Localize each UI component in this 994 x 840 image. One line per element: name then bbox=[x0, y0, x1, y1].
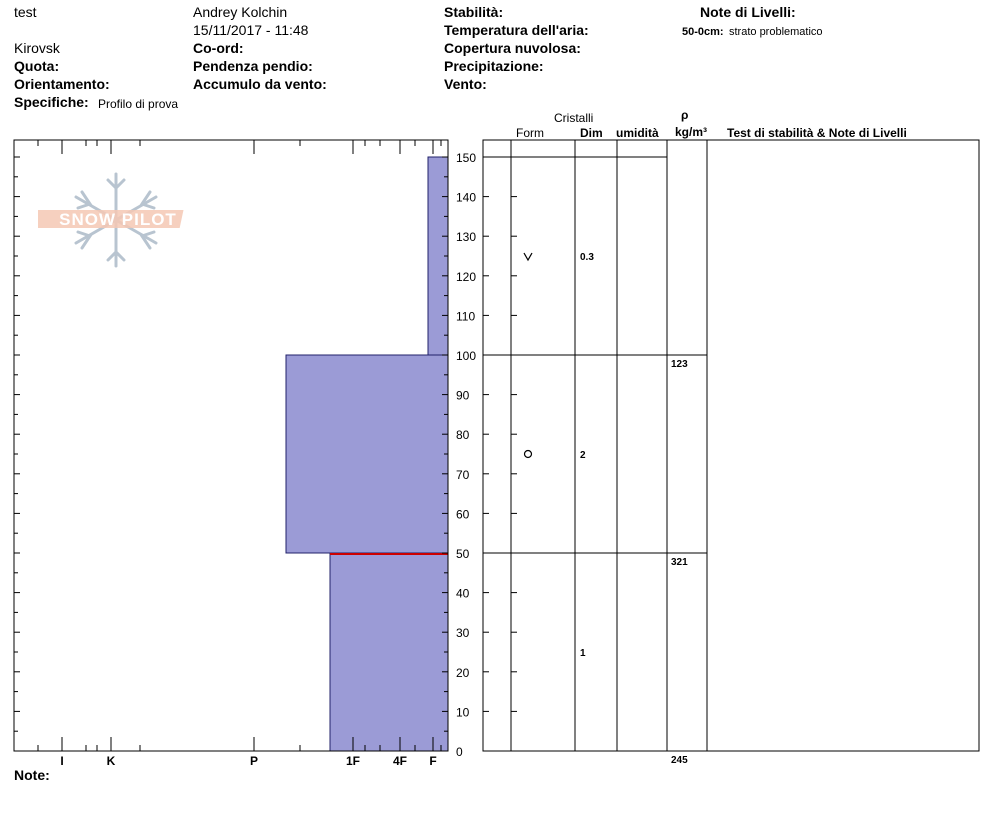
aspect-label: Orientamento: bbox=[14, 76, 110, 92]
crystal-cells bbox=[524, 252, 688, 766]
specifics-label: Specifiche: bbox=[14, 94, 89, 110]
crystal-size-1: 2 bbox=[580, 450, 586, 461]
hardness-label-I: I bbox=[60, 754, 64, 768]
density-unit-header: kg/m³ bbox=[675, 125, 708, 139]
wind-loading-label: Accumulo da vento: bbox=[193, 76, 327, 92]
crystal-table-frame bbox=[483, 140, 979, 751]
logo-text: SNOW PILOT bbox=[59, 210, 177, 229]
observation-datetime: 15/11/2017 - 11:48 bbox=[193, 22, 309, 38]
notes-label: Note: bbox=[14, 767, 50, 783]
y-tick-label-150: 150 bbox=[456, 151, 477, 165]
layer-notes-label: Note di Livelli: bbox=[700, 4, 796, 20]
layer-note-depth: 50-0cm: bbox=[682, 26, 724, 38]
density-value-2: 245 bbox=[671, 755, 688, 766]
y-tick-label-0: 0 bbox=[456, 745, 463, 759]
form-header: Form bbox=[516, 126, 544, 140]
moisture-header: umidità bbox=[616, 126, 659, 140]
y-tick-label-10: 10 bbox=[456, 705, 470, 720]
y-tick-label-110: 110 bbox=[456, 309, 476, 324]
stability-label: Stabilità: bbox=[444, 4, 504, 20]
air-temp-label: Temperatura dell'aria: bbox=[444, 22, 589, 38]
layer-boundaries bbox=[483, 157, 707, 553]
elevation-label: Quota: bbox=[14, 58, 60, 74]
crystal-form-icon-1 bbox=[525, 451, 532, 458]
coord-label: Co-ord: bbox=[193, 40, 244, 56]
cloud-label: Copertura nuvolosa: bbox=[444, 40, 581, 56]
precip-label: Precipitazione: bbox=[444, 58, 544, 74]
y-tick-label-100: 100 bbox=[456, 349, 477, 363]
crystal-size-2: 1 bbox=[580, 648, 586, 659]
hardness-label-1F: 1F bbox=[345, 754, 361, 768]
y-tick-label-130: 130 bbox=[456, 230, 477, 245]
y-tick-label-30: 30 bbox=[456, 626, 470, 641]
hardness-label-4F: 4F bbox=[392, 754, 408, 768]
density-value-1: 321 bbox=[671, 557, 688, 568]
hardness-label-P: P bbox=[249, 754, 259, 768]
site-name: test bbox=[14, 4, 37, 20]
y-tick-label-80: 80 bbox=[456, 428, 470, 443]
y-tick-label-20: 20 bbox=[456, 665, 470, 680]
y-tick-label-140: 140 bbox=[456, 190, 477, 205]
crystals-header: Cristalli bbox=[554, 111, 594, 125]
y-tick-label-40: 40 bbox=[456, 586, 470, 601]
wind-label: Vento: bbox=[444, 76, 487, 92]
chart-frames bbox=[14, 140, 979, 751]
hardness-layers bbox=[286, 157, 448, 751]
y-tick-label-70: 70 bbox=[456, 467, 470, 482]
hardness-bar-2 bbox=[330, 553, 448, 751]
location-name: Kirovsk bbox=[14, 40, 60, 56]
rho-header: ρ bbox=[681, 108, 689, 122]
dim-header: Dim bbox=[580, 126, 603, 140]
hardness-bar-1 bbox=[286, 355, 448, 553]
hardness-label-K: K bbox=[106, 754, 116, 768]
stability-notes-header: Test di stabilità & Note di Livelli bbox=[727, 126, 907, 140]
density-value-0: 123 bbox=[671, 359, 688, 370]
y-tick-label-90: 90 bbox=[456, 388, 470, 403]
y-tick-label-120: 120 bbox=[456, 269, 477, 284]
specifics-value: Profilo di prova bbox=[98, 97, 179, 111]
crystal-size-0: 0.3 bbox=[580, 252, 594, 263]
layer-note-text: strato problematico bbox=[729, 26, 823, 38]
y-tick-label-60: 60 bbox=[456, 507, 470, 522]
slope-label: Pendenza pendio: bbox=[193, 58, 313, 74]
crystal-form-icon-0 bbox=[524, 253, 532, 260]
y-tick-label-50: 50 bbox=[456, 547, 470, 561]
observer-name: Andrey Kolchin bbox=[193, 4, 288, 20]
hardness-label-F: F bbox=[429, 754, 437, 768]
